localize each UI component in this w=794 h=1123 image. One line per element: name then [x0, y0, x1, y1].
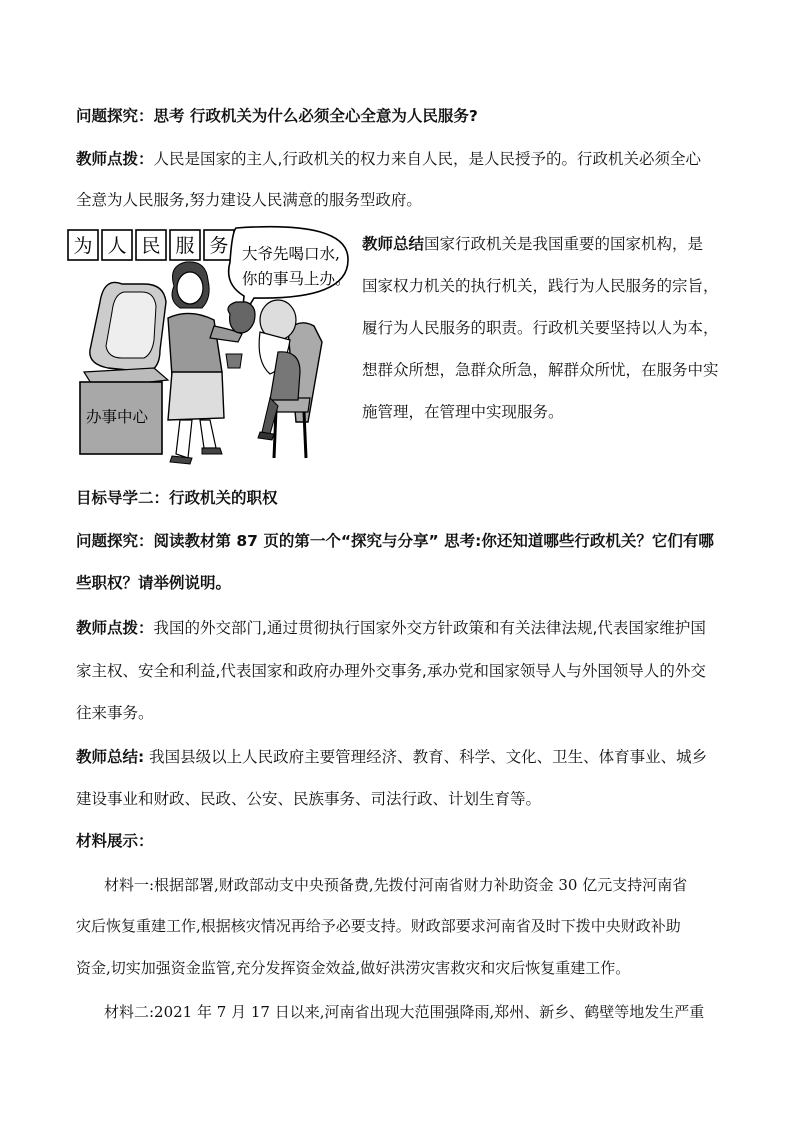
p2-line1	[76, 617, 706, 639]
p2-line3: 往来事务。	[76, 704, 154, 722]
m2-line1: 材料二:2021 年 7 月 17 日以来,河南省出现大范围强降雨,郑州、新乡、鹤壁等地发生严重	[104, 1003, 705, 1021]
s2-text1: 我国县级以上人民政府主要管理经济、教育、科学、文化、卫生、体育事业、城乡	[144, 748, 708, 766]
s1-line3: 履行为人民服务的职责。行政机关要坚持以人为本，	[362, 319, 719, 337]
p2-line2: 家主权、安全和利益,代表国家和政府办理外交事务,承办党和国家领导人与外国领导人的外交	[76, 662, 706, 680]
p2-label: 教师点拨：	[76, 619, 154, 637]
bubble-text-1: 大爷先喝口水,	[242, 245, 340, 263]
q1-line	[76, 105, 478, 127]
m1-line1: 材料一:根据部署,财政部动支中央预备费,先拨付河南省财力补助资金 30 亿元支持河南省	[104, 876, 688, 894]
banner-char-3: 民	[141, 235, 161, 257]
m1-line2: 灾后恢复重建工作,根据核灾情况再给予必要支持。财政部要求河南省及时下拨中央财政补助	[76, 917, 681, 935]
goal2-heading: 目标导学二：行政机关的职权	[76, 489, 278, 507]
desk-label: 办事中心	[86, 408, 149, 426]
p2-text1: 我国的外交部门,通过贯彻执行国家外交方针政策和有关法律法规,代表国家维护国	[153, 619, 706, 637]
s2-label: 教师总结:	[76, 748, 145, 766]
p1-text1: 人民是国家的主人,行政机关的权力来自人民，是人民授予的。行政机关必须全心	[153, 150, 701, 168]
s2-line1	[76, 746, 707, 768]
s1-line1	[362, 233, 703, 255]
banner-char-2: 人	[107, 235, 127, 257]
s1-text1: 国家行政机关是我国重要的国家机构，是	[424, 235, 704, 253]
p1-label: 教师点拨：	[76, 150, 154, 168]
old-man-figure	[258, 300, 300, 440]
teapot	[228, 302, 255, 333]
s1-line2: 国家权力机关的执行机关，践行为人民服务的宗旨，	[362, 277, 719, 295]
s1-line5: 施管理，在管理中实现服务。	[362, 403, 564, 421]
q2-line1: 问题探究：阅读教材第 87 页的第一个“探究与分享” 思考:你还知道哪些行政机关？它们有哪	[76, 532, 714, 550]
service-illustration	[64, 222, 352, 470]
s1-label: 教师总结	[362, 235, 425, 253]
s2-line2: 建设事业和财政、民政、公安、民族事务、司法行政、计划生育等。	[76, 790, 542, 808]
tea-cup	[226, 354, 242, 368]
q2-line2: 些职权？请举例说明。	[76, 574, 232, 592]
s1-line4: 想群众所想，急群众所急，解群众所忧，在服务中实	[362, 361, 719, 379]
q1-label: 问题探究：	[76, 107, 154, 125]
materials-title: 材料展示：	[76, 832, 154, 850]
banner-char-1: 为	[73, 235, 93, 257]
q1-text: 思考 行政机关为什么必须全心全意为人民服务?	[153, 107, 478, 125]
banner-char-4: 服	[175, 235, 195, 257]
bubble-text-2: 你的事马上办。	[242, 270, 351, 288]
banner-char-5: 务	[209, 235, 229, 257]
p1-line1	[76, 148, 701, 170]
m1-line3: 资金,切实加强资金监管,充分发挥资金效益,做好洪涝灾害救灾和灾后恢复重建工作。	[76, 959, 631, 977]
p1-line2: 全意为人民服务,努力建设人民满意的服务型政府。	[76, 191, 422, 209]
